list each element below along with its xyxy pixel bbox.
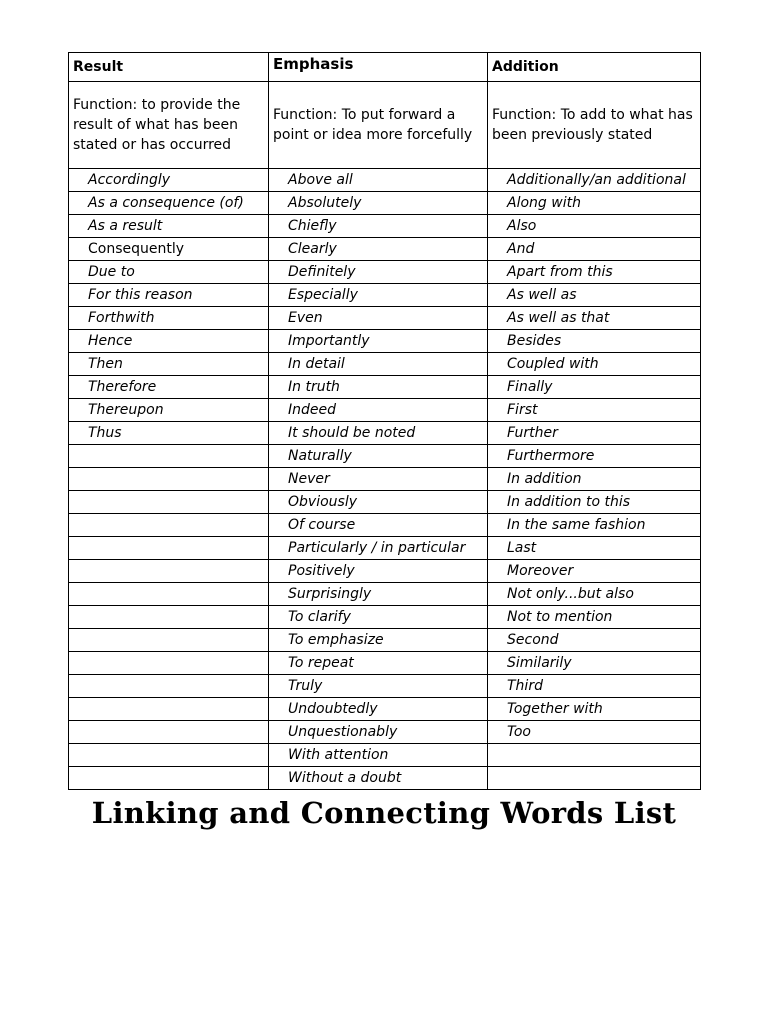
table-row [69,330,701,353]
emphasis-word-cell: Clearly [269,238,488,261]
table-row [69,192,701,215]
emphasis-word-cell: To emphasize [269,629,488,652]
addition-word-cell: In addition [488,468,701,491]
result-word-cell [69,629,269,652]
emphasis-word-cell: With attention [269,744,488,767]
addition-word-cell: Besides [488,330,701,353]
header-result: Result [69,53,269,82]
result-word-cell: Consequently [69,238,269,261]
emphasis-word-cell: Without a doubt [269,767,488,790]
table-row [69,698,701,721]
result-word-cell [69,652,269,675]
table-row [69,422,701,445]
result-word-cell: Then [69,353,269,376]
result-word-cell: Therefore [69,376,269,399]
emphasis-word-cell: Obviously [269,491,488,514]
addition-word-cell: Second [488,629,701,652]
result-word-cell [69,445,269,468]
table-row [69,675,701,698]
table-row [69,445,701,468]
table-row [69,514,701,537]
emphasis-word-cell: Of course [269,514,488,537]
addition-word-cell: Furthermore [488,445,701,468]
result-word-cell: Due to [69,261,269,284]
addition-word-cell: First [488,399,701,422]
function-addition: Function: To add to what has been previously stated [488,82,701,169]
addition-word-cell: Similarily [488,652,701,675]
emphasis-word-cell: It should be noted [269,422,488,445]
addition-word-cell: Last [488,537,701,560]
addition-word-cell: Coupled with [488,353,701,376]
table-row [69,261,701,284]
table-body [69,53,701,790]
addition-word-cell: As well as [488,284,701,307]
emphasis-word-cell: Truly [269,675,488,698]
result-word-cell: As a consequence (of) [69,192,269,215]
result-word-cell [69,744,269,767]
function-emphasis: Function: To put forward a point or idea more forcefully [269,82,488,169]
emphasis-word-cell: To repeat [269,652,488,675]
addition-word-cell: Finally [488,376,701,399]
emphasis-word-cell: Unquestionably [269,721,488,744]
result-word-cell [69,491,269,514]
page-title: Linking and Connecting Words List [91,796,677,830]
result-word-cell [69,560,269,583]
result-word-cell: Thereupon [69,399,269,422]
addition-word-cell: Apart from this [488,261,701,284]
addition-word-cell: Too [488,721,701,744]
result-word-cell [69,698,269,721]
addition-word-cell: Not to mention [488,606,701,629]
table-row [69,560,701,583]
result-word-cell: Accordingly [69,169,269,192]
emphasis-word-cell: Undoubtedly [269,698,488,721]
addition-word-cell: In the same fashion [488,514,701,537]
emphasis-word-cell: Chiefly [269,215,488,238]
table-row [69,629,701,652]
result-word-cell [69,468,269,491]
table-row [69,606,701,629]
result-word-cell: For this reason [69,284,269,307]
result-word-cell [69,583,269,606]
addition-word-cell: Along with [488,192,701,215]
table-row [69,215,701,238]
table-row [69,284,701,307]
emphasis-word-cell: Surprisingly [269,583,488,606]
result-word-cell [69,537,269,560]
result-word-cell [69,606,269,629]
result-word-cell: Hence [69,330,269,353]
table-row [69,491,701,514]
emphasis-word-cell: Naturally [269,445,488,468]
addition-word-cell: Additionally/an additional [488,169,701,192]
emphasis-word-cell: Indeed [269,399,488,422]
result-word-cell [69,514,269,537]
addition-word-cell: Third [488,675,701,698]
emphasis-word-cell: To clarify [269,606,488,629]
emphasis-word-cell: In truth [269,376,488,399]
addition-word-cell: As well as that [488,307,701,330]
emphasis-word-cell: Particularly / in particular [269,537,488,560]
addition-word-cell: And [488,238,701,261]
emphasis-word-cell: Definitely [269,261,488,284]
addition-word-cell: In addition to this [488,491,701,514]
result-word-cell [69,675,269,698]
emphasis-word-cell: Even [269,307,488,330]
table-row [69,353,701,376]
addition-word-cell [488,767,701,790]
emphasis-word-cell: Absolutely [269,192,488,215]
table-row [69,744,701,767]
function-result: Function: to provide the result of what has been stated or has occurred [69,82,269,169]
table-row [69,537,701,560]
emphasis-word-cell: Positively [269,560,488,583]
table-row [69,169,701,192]
table-row [69,399,701,422]
emphasis-word-cell: Above all [269,169,488,192]
result-word-cell: As a result [69,215,269,238]
function-row [69,82,701,169]
result-word-cell: Forthwith [69,307,269,330]
emphasis-word-cell: Never [269,468,488,491]
header-row [69,53,701,82]
table-row [69,238,701,261]
result-word-cell [69,767,269,790]
addition-word-cell: Further [488,422,701,445]
table-row [69,468,701,491]
result-word-cell [69,721,269,744]
addition-word-cell: Moreover [488,560,701,583]
linking-words-table [68,52,701,790]
table-row [69,583,701,606]
emphasis-word-cell: Especially [269,284,488,307]
addition-word-cell: Also [488,215,701,238]
table-row [69,307,701,330]
table-row [69,652,701,675]
addition-word-cell [488,744,701,767]
table-row [69,767,701,790]
emphasis-word-cell: In detail [269,353,488,376]
addition-word-cell: Together with [488,698,701,721]
addition-word-cell: Not only...but also [488,583,701,606]
header-emphasis: Emphasis [269,53,488,82]
result-word-cell: Thus [69,422,269,445]
table-row [69,721,701,744]
emphasis-word-cell: Importantly [269,330,488,353]
table-row [69,376,701,399]
header-addition: Addition [488,53,701,82]
